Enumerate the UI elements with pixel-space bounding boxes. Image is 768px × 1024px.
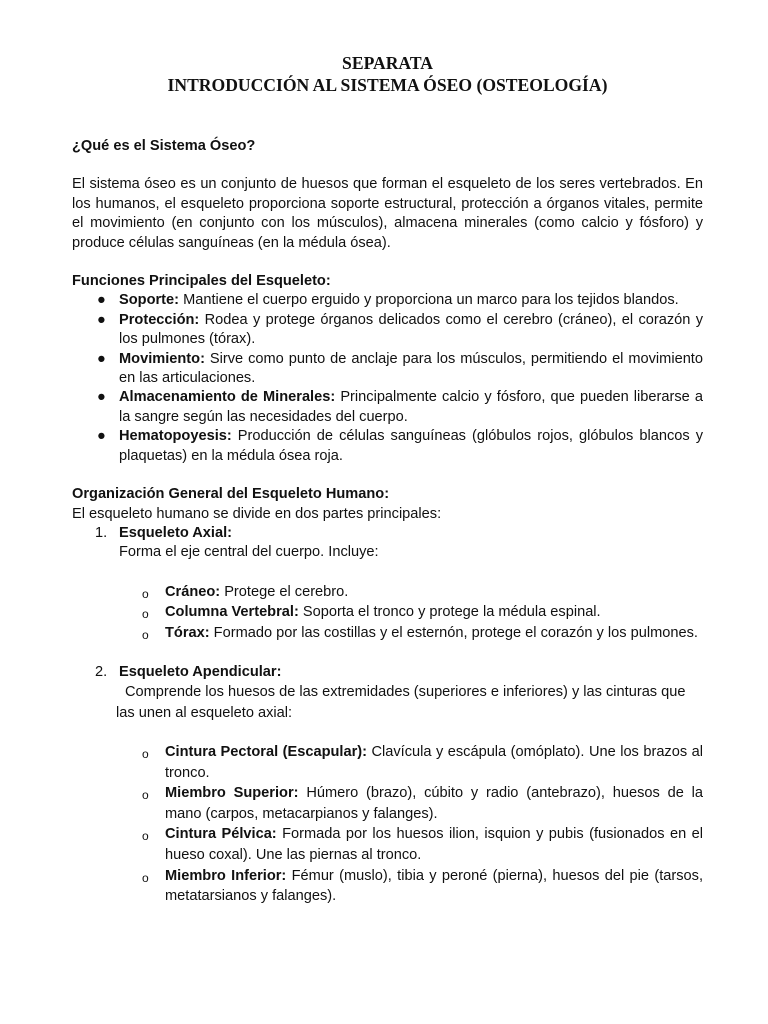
list-item [72, 602, 703, 623]
functions-heading: Funciones Principales del Esqueleto: [72, 273, 331, 290]
function-term: Almacenamiento de Minerales: [119, 389, 336, 406]
circle-bullet-icon: o [142, 586, 149, 601]
bullet-icon: ● [97, 311, 106, 328]
axial-list [72, 582, 703, 644]
item-text: Protege el cerebro. [224, 583, 349, 600]
organization-intro: El esqueleto humano se divide en dos partes principales: [72, 505, 442, 522]
function-term: Hematopoyesis: [119, 428, 232, 445]
function-text: Rodea y protege órganos delicados como el cerebro (cráneo), el corazón y los pulmones (tórax). [119, 311, 703, 348]
circle-bullet-icon: o [142, 870, 149, 885]
list-item [72, 311, 703, 350]
bullet-icon: ● [97, 350, 106, 367]
list-item [72, 388, 703, 427]
list-item [72, 350, 703, 389]
axial-description: Forma el eje central del cuerpo. Incluye: [119, 544, 379, 561]
function-term: Protección: [119, 311, 200, 328]
list-item [72, 623, 703, 644]
bullet-icon: ● [97, 389, 106, 406]
apendicular-section [72, 663, 703, 682]
function-text: Producción de células sanguíneas (glóbulos rojos, glóbulos blancos y plaquetas) en la médula ósea roja. [119, 428, 703, 464]
list-item [72, 427, 703, 466]
item-term: Cráneo: [165, 583, 221, 600]
item-term: Tórax: [165, 624, 210, 641]
list-item [72, 824, 703, 865]
item-term: Miembro Inferior: [165, 867, 287, 884]
doc-title-line2: INTRODUCCIÓN AL SISTEMA ÓSEO (OSTEOLOGÍA) [167, 75, 608, 95]
apendicular-description: Comprende los huesos de las extremidades (superiores e inferiores) y las cinturas que las unen al esqueleto axial: [116, 683, 686, 721]
doc-title-line1: SEPARATA [342, 53, 433, 73]
item-text: Clavícula y escápula (omóplato). Une los brazos al tronco. [165, 744, 703, 781]
organization-heading: Organización General del Esqueleto Humano: [72, 486, 390, 503]
function-text: Sirve como punto de anclaje para los músculos, permitiendo el movimiento en las articulaciones. [119, 350, 703, 387]
item-text: Húmero (brazo), cúbito y radio (antebrazo), huesos de la mano (carpos, metacarpianos y falanges). [165, 785, 703, 822]
apendicular-number: 2. [95, 663, 108, 680]
circle-bullet-icon: o [142, 607, 149, 622]
item-term: Cintura Pélvica: [165, 826, 277, 843]
apendicular-title: Esqueleto Apendicular: [119, 663, 282, 680]
axial-number: 1. [95, 524, 108, 541]
item-term: Miembro Superior: [165, 785, 299, 802]
circle-bullet-icon: o [142, 788, 149, 803]
list-item [72, 742, 703, 783]
apendicular-list [72, 742, 703, 907]
item-text: Formado por las costillas y el esternón, protege el corazón y los pulmones. [213, 624, 698, 641]
circle-bullet-icon: o [142, 829, 149, 844]
item-text: Formada por los huesos ilion, isquion y pubis (fusionados en el hueso coxal). Une las piernas al tronco. [165, 826, 703, 864]
item-text: Soporta el tronco y protege la médula espinal. [302, 604, 601, 621]
bullet-icon: ● [97, 292, 106, 309]
document-page [72, 52, 703, 907]
axial-title: Esqueleto Axial: [119, 524, 232, 541]
item-term: Cintura Pectoral (Escapular): [165, 744, 367, 761]
function-text: Principalmente calcio y fósforo, que pueden liberarse a la sangre según las necesidades del cuerpo. [119, 389, 703, 425]
list-item [72, 291, 703, 310]
bullet-icon: ● [97, 428, 106, 445]
circle-bullet-icon: o [142, 627, 149, 642]
item-term: Columna Vertebral: [165, 604, 299, 621]
axial-section [72, 524, 703, 543]
list-item [72, 582, 703, 603]
what-is-heading: ¿Qué es el Sistema Óseo? [72, 138, 256, 154]
list-item [72, 866, 703, 907]
item-text: Fémur (muslo), tibia y peroné (pierna), huesos del pie (tarsos, metatarsianos y falanges). [165, 867, 704, 905]
function-term: Soporte: [119, 292, 179, 309]
functions-list [72, 291, 703, 466]
function-text: Mantiene el cuerpo erguido y proporciona un marco para los tejidos blandos. [183, 292, 679, 309]
intro-paragraph: El sistema óseo es un conjunto de huesos que forman el esqueleto de los seres vertebrados. En los humanos, el esqueleto proporciona soporte estructural, protección a órganos vitales, permite el movimiento (en conjunto con los músculos), almacena minerales (como calcio y fósforo) y produce células sanguíneas (en la médula ósea). [72, 176, 703, 251]
list-item [72, 783, 703, 824]
circle-bullet-icon: o [142, 747, 149, 762]
function-term: Movimiento: [119, 350, 205, 367]
